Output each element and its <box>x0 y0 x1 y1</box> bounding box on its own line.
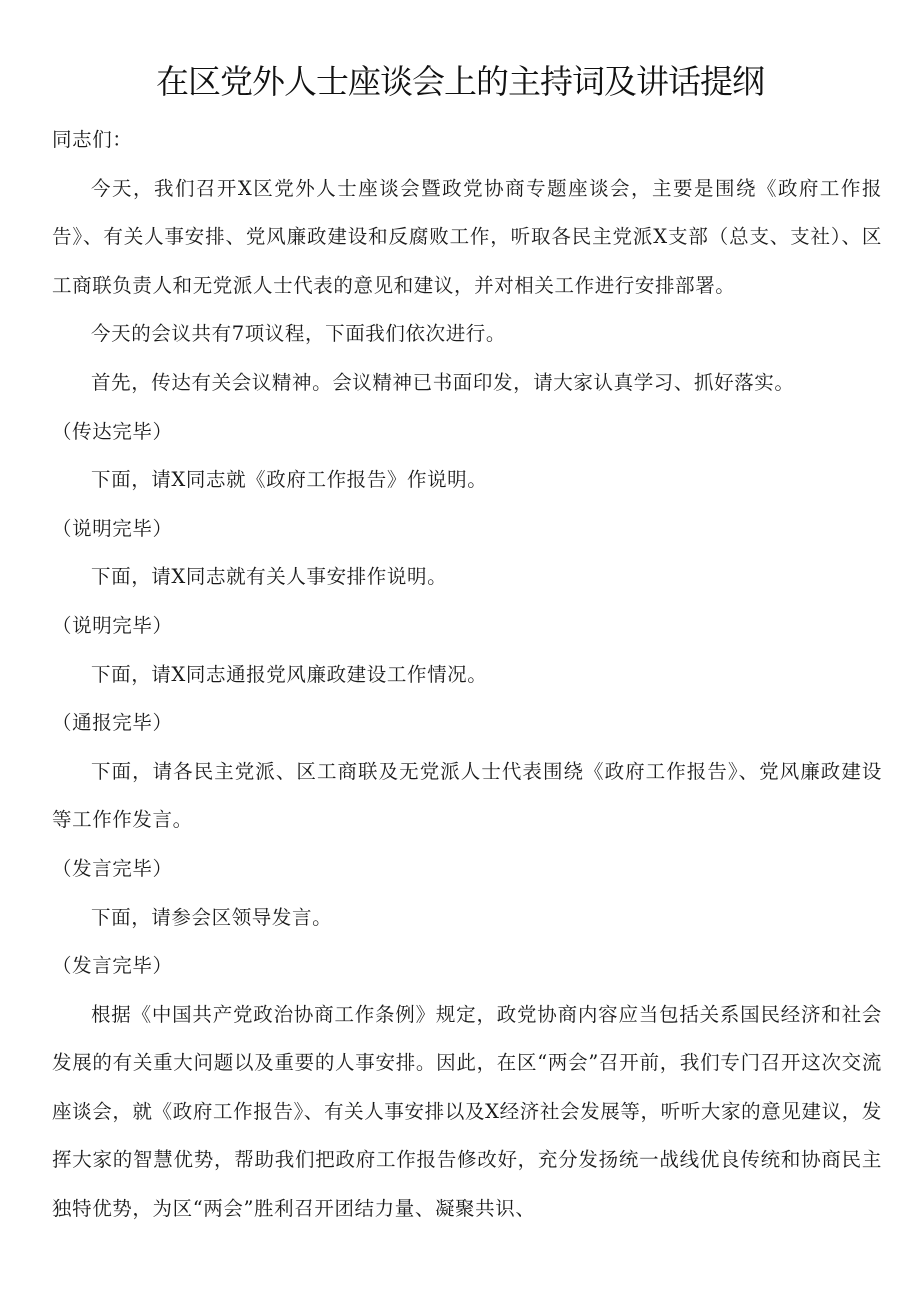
paragraph: 下面，请X同志通报党风廉政建设工作情况。 <box>91 662 488 686</box>
paragraph: 今天，我们召开X区党外人士座谈会暨政党协商专题座谈会，主要是围绕《政府工作报告》、有关人事安排、党风廉政建设和反腐败工作，听取各民主党派X支部（总支、支社）、区工商联负责人和无党派人士代表的意见和建议，并对相关工作进行安排部署。 <box>52 176 882 297</box>
stage-note: （发言完毕） <box>52 856 173 880</box>
stage-note: （说明完毕） <box>52 516 173 540</box>
paragraph: 首先，传达有关会议精神。会议精神已书面印发，请大家认真学习、抓好落实。 <box>91 370 795 394</box>
stage-note: （发言完毕） <box>52 954 173 978</box>
paragraph: 下面，请X同志就《政府工作报告》作说明。 <box>91 468 488 492</box>
paragraph: 今天的会议共有7项议程，下面我们依次进行。 <box>91 322 507 346</box>
salutation: 同志们： <box>52 128 133 151</box>
paragraph: 下面，请X同志就有关人事安排作说明。 <box>91 565 448 589</box>
stage-note: （传达完毕） <box>52 419 173 443</box>
paragraph: 根据《中国共产党政治协商工作条例》规定，政党协商内容应当包括关系国民经济和社会发展的有关重大问题以及重要的人事安排。因此，在区“两会”召开前，我们专门召开这次交流座谈会，就《政府工作报告》、有关人事安排以及X经济社会发展等，听听大家的意见建议，发挥大家的智慧优势，帮助我们把政府工作报告修改好，充分发扬统一战线优良传统和协商民主独特优势，为区“两会”胜利召开团结力量、凝聚共识、 <box>52 1002 882 1221</box>
stage-note: （说明完毕） <box>52 613 173 637</box>
document-title: 在区党外人士座谈会上的主持词及讲话提纲 <box>156 62 764 101</box>
stage-note: （通报完毕） <box>52 711 173 735</box>
paragraph: 下面，请各民主党派、区工商联及无党派人士代表围绕《政府工作报告》、党风廉政建设等工作作发言。 <box>52 759 882 832</box>
paragraph: 下面，请参会区领导发言。 <box>91 905 333 929</box>
document-body <box>52 116 882 1234</box>
